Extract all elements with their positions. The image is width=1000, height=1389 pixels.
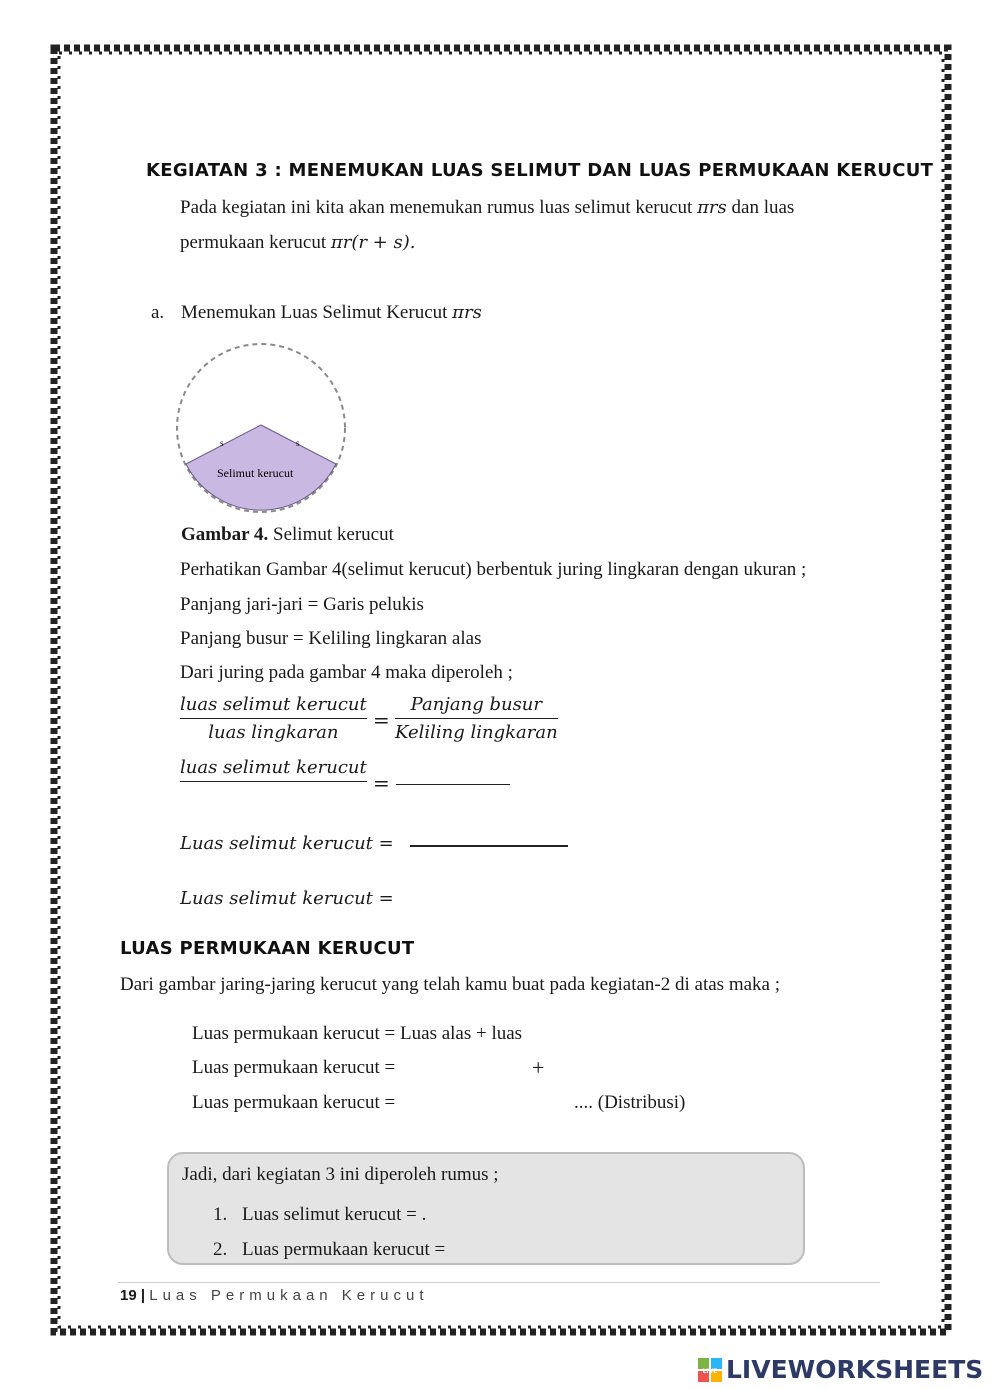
luas-selimut-line-1: Luas selimut kerucut = [180,833,394,854]
section-a-label: a. [151,302,165,323]
luas-selimut-line-2: Luas selimut kerucut = [180,888,394,909]
ratio-equals: = [373,708,390,732]
intro-tail: dan luas [726,197,795,218]
intro-line-2 [180,232,415,254]
sector-figure [170,338,352,518]
body-line-3: Panjang busur = Keliling lingkaran alas [180,628,482,649]
page-number: 19 [120,1287,137,1304]
intro-line-1 [180,197,794,219]
ratio-right-num: Panjang busur [410,694,542,715]
ratio-left-num: luas selimut kerucut [180,694,367,715]
summary-item-1-num: 1. [213,1204,228,1225]
section-a-text: Menemukan Luas Selimut Kerucut [180,302,453,323]
slant-left-label: s [220,438,224,448]
logo-lettering: LIVE [702,1367,718,1375]
summary-item-2-text: Luas permukaan kerucut = [242,1239,446,1260]
intro-text-2: permukaan kerucut [180,232,331,253]
summary-title: Jadi, dari kegiatan 3 ini diperoleh rumus ; [182,1164,499,1185]
slant-right-label: s [296,438,300,448]
summary-item-2-num: 2. [213,1239,228,1260]
summary-item-2 [213,1239,445,1261]
caption-text: Selimut kerucut [268,524,394,545]
body-line-2: Panjang jari-jari = Garis pelukis [180,594,424,615]
figure-caption [181,524,394,546]
liveworksheets-watermark[interactable] [698,1355,983,1384]
answer-blank[interactable] [396,784,510,785]
ratio2-left-fraction [180,757,367,806]
formula-prs: πrs [697,197,727,218]
ratio-right-den: Keliling lingkaran [395,722,558,743]
footer-title: Luas Permukaan Kerucut [149,1287,429,1304]
luas-selimut-blank[interactable] [410,845,568,847]
permukaan-line-1: Luas permukaan kerucut = Luas alas + luas [192,1023,523,1044]
footer-separator: | [136,1287,150,1304]
footer-divider [118,1282,880,1283]
body-line-1: Perhatikan Gambar 4(selimut kerucut) berbentuk juring lingkaran dengan ukuran ; [180,559,807,580]
sector-label: Selimut kerucut [217,466,294,480]
section-heading-permukaan: LUAS PERMUKAAN KERUCUT [120,938,415,959]
caption-bold: Gambar 4. [181,524,269,545]
liveworksheets-logo-icon [698,1358,722,1382]
permukaan-line-3: Luas permukaan kerucut = [192,1092,396,1113]
ratio-left-fraction [180,694,367,743]
ratio-right-fraction [395,694,558,743]
permukaan-intro: Dari gambar jaring-jaring kerucut yang telah kamu buat pada kegiatan-2 di atas maka ; [120,974,780,995]
plus-sign: + [532,1055,545,1080]
summary-item-1-text: Luas selimut kerucut = . [242,1204,427,1225]
page-heading: KEGIATAN 3 : MENEMUKAN LUAS SELIMUT DAN LUAS PERMUKAAN KERUCUT [146,160,934,181]
formula-permukaan: πr(r + s). [330,232,416,253]
body-line-4: Dari juring pada gambar 4 maka diperoleh ; [180,662,513,683]
watermark-text: LIVEWORKSHEETS [726,1355,984,1384]
summary-box [167,1152,805,1265]
permukaan-line-2: Luas permukaan kerucut = [192,1057,396,1078]
intro-text-1: Pada kegiatan ini kita akan menemukan rumus luas selimut kerucut [180,197,698,218]
ratio2-left-num: luas selimut kerucut [180,757,367,778]
ratio2-equals: = [373,771,390,795]
ratio-left-den: luas lingkaran [208,722,339,743]
summary-item-1 [213,1204,426,1226]
page-footer [120,1287,429,1304]
section-a [151,302,482,324]
section-a-formula: πrs [452,302,482,323]
distribusi-label: .... (Distribusi) [574,1092,686,1113]
